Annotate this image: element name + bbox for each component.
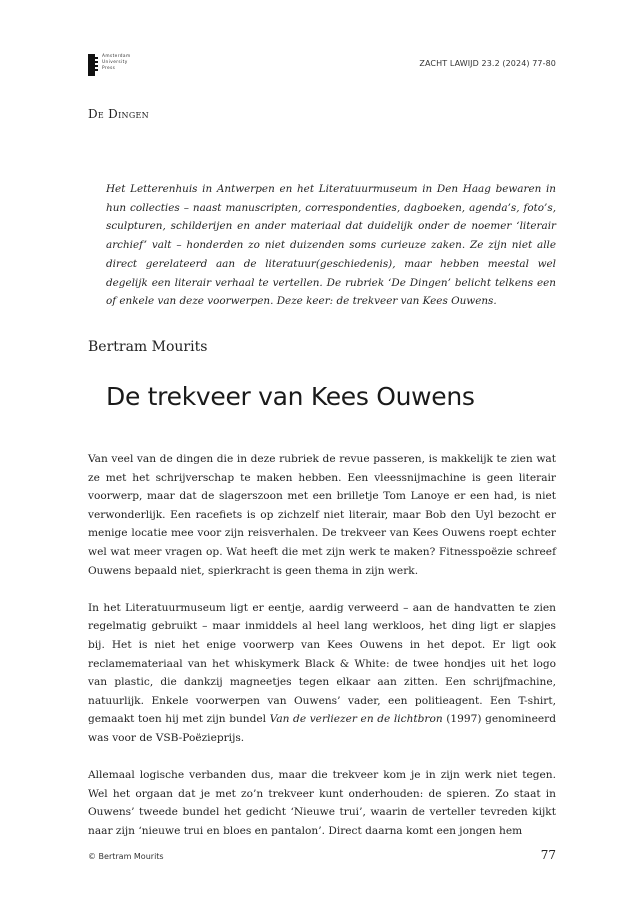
copyright-notice: © Bertram Mourits [88, 852, 164, 861]
book-title: Van de verliezer en de lichtbron [269, 713, 443, 726]
page-number: 77 [540, 848, 556, 862]
publisher-name: Amsterdam University Press [102, 54, 131, 71]
section-title: De Dingen [88, 107, 149, 121]
journal-reference: ZACHT LAWIJD 23.2 (2024) 77-80 [419, 59, 556, 68]
body-paragraph-2: In het Literatuurmuseum ligt er eentje, aardig verweerd – aan de handvatten te zien regelmatig gebruikt – maar inmiddels al heel lang werkloos, het ding ligt er slapjes bij. Het is niet het enige voorwerp van Kees Ouwens in het depot. Er ligt ook reclamemateriaal van het whiskymerk Black & White: de twee hondjes uit het logo van plastic, die dankzij magneetjes tegen elkaar aan zitten. Een schrijfmachine, natuurlijk. Enkele voorwerpen van Ouwens’ vader, een politieagent. Een T-shirt, gemaakt toen hij met zijn bundel Van de verliezer en de lichtbron (1997) genomineerd was voor de VSB-Poëzieprijs. [88, 601, 556, 744]
intro-paragraph: Het Letterenhuis in Antwerpen en het Literatuurmuseum in Den Haag bewaren in hun collecties – naast manuscripten, correspondenties, dagboeken, agenda’s, foto’s, sculpturen, schilderijen en ander materiaal dat duidelijk onder de noemer ‘literair archief’ valt – honderden zo niet duizenden soms curieuze zaken. Ze zijn niet alle direct gerelateerd aan de literatuur(geschiedenis), maar hebben meestal wel degelijk een literair verhaal te vertellen. De rubriek ‘De Dingen’ belicht telkens een of enkele van deze voorwerpen. Deze keer: de trekveer van Kees Ouwens. [106, 183, 556, 308]
author-name: Bertram Mourits [88, 339, 208, 355]
article-title: De trekveer van Kees Ouwens [106, 382, 475, 411]
publisher-logo [88, 54, 131, 76]
article-body [88, 450, 556, 859]
publisher-logo-mark [88, 54, 95, 76]
body-paragraph-3: Allemaal logische verbanden dus, maar die trekveer kom je in zijn werk niet tegen. Wel het orgaan dat je met zo’n trekveer kunt onderhouden: de spieren. Zo staat in Ouwens’ tweede bundel het gedicht ‘Nieuwe trui’, waarin de verteller tevreden kijkt naar zijn ‘nieuwe trui en bloes en pantalon’. Direct daarna komt een jongen hem [88, 769, 556, 837]
body-paragraph-1: Van veel van de dingen die in deze rubriek de revue passeren, is makkelijk te zien wat ze met het schrijverschap te maken hebben. Een vleessnijmachine is geen literair voorwerp, maar dat de slagerszoon met een brilletje Tom Lanoye er een had, is niet verwonderlijk. Een racefiets is op zichzelf niet literair, maar Bob den Uyl bezocht er menige locatie mee voor zijn reisverhalen. De trekveer van Kees Ouwens roept echter wel wat meer vragen op. Wat heeft die met zijn werk te maken? Fitnesspoëzie schreef Ouwens bepaald niet, spierkracht is geen thema in zijn werk. [88, 453, 556, 577]
